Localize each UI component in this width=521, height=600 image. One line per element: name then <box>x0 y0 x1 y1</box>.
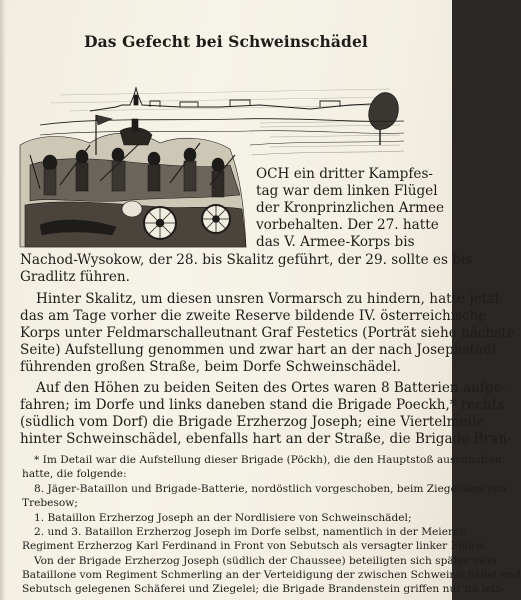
text-line: Gradlitz führen. <box>20 269 130 285</box>
page-shadow <box>0 0 6 600</box>
text-line: tag war dem linken Flügel <box>256 183 438 199</box>
text-line: vorbehalten. Der 27. hatte <box>256 217 439 233</box>
text-line: Hinter Skalitz, um diesen unsren Vormarsch zu hindern, hatte jetzt <box>36 291 500 307</box>
text-line: Korps unter Feldmarschalleutnant Graf Festetics (Porträt siehe nächste <box>20 325 515 341</box>
text-line: führenden großen Straße, beim Dorfe Schweinschädel. <box>20 359 402 375</box>
text-line: das V. Armee-Korps bis <box>256 234 415 250</box>
footnote-line: Trebesow; <box>22 497 78 509</box>
text-line: (südlich vom Dorf) die Brigade Erzherzog Joseph; eine Viertelmeile <box>20 414 485 430</box>
text-line: OCH ein dritter Kampfes- <box>256 166 434 182</box>
footnote-line: Sebutsch gelegenen Schäferei und Ziegelei; die Brigade Brandenstein griffen nur im letz- <box>22 583 505 595</box>
footnote-line: 1. Bataillon Erzherzog Joseph an der Nordlisiere von Schweinschädel; <box>34 512 412 524</box>
footnote-line: hatte, die folgende: <box>22 468 127 480</box>
footnote-line: 8. Jäger-Bataillon und Brigade-Batterie, nordöstlich vorgeschoben, beim Ziegelofen von <box>34 483 507 495</box>
text-line: fahren; im Dorfe und links daneben stand die Brigade Poeckh,* rechts <box>20 397 505 413</box>
text-line: hinter Schweinschädel, ebenfalls hart an der Straße, die Brigade Bran- <box>20 431 512 447</box>
text-line: der Kronprinzlichen Armee <box>256 200 445 216</box>
footnote-line: 2. und 3. Bataillon Erzherzog Joseph im Dorfe selbst, namentlich in der Meierei; <box>34 526 467 538</box>
chapter-title: Das Gefecht bei Schweinschädel <box>84 32 368 51</box>
text-line: das am Tage vorher die zweite Reserve bildende IV. österreichische <box>20 308 487 324</box>
text-line: Seite) Aufstellung genommen und zwar hart an der nach Josephstadt <box>20 342 498 358</box>
footnote-line: Von der Brigade Erzherzog Joseph (südlich der Chaussee) beteiligten sich später zwei <box>34 555 497 567</box>
footnote-line: * Im Detail war die Aufstellung dieser Brigade (Pöckh), die den Hauptstoß auszuhalten <box>34 454 502 466</box>
footnote-line: Regiment Erzherzog Karl Ferdinand in Front von Sebutsch als versagter linker Flügel. <box>22 540 488 552</box>
text-line: Nachod-Wysokow, der 28. bis Skalitz geführt, der 29. sollte es bis <box>20 252 473 268</box>
text-line: Auf den Höhen zu beiden Seiten des Ortes waren 8 Batterien aufge- <box>36 380 507 396</box>
footnote-line: Bataillone vom Regiment Schmerling an der Verteidigung der zwischen Schweinschädel und <box>22 569 521 581</box>
